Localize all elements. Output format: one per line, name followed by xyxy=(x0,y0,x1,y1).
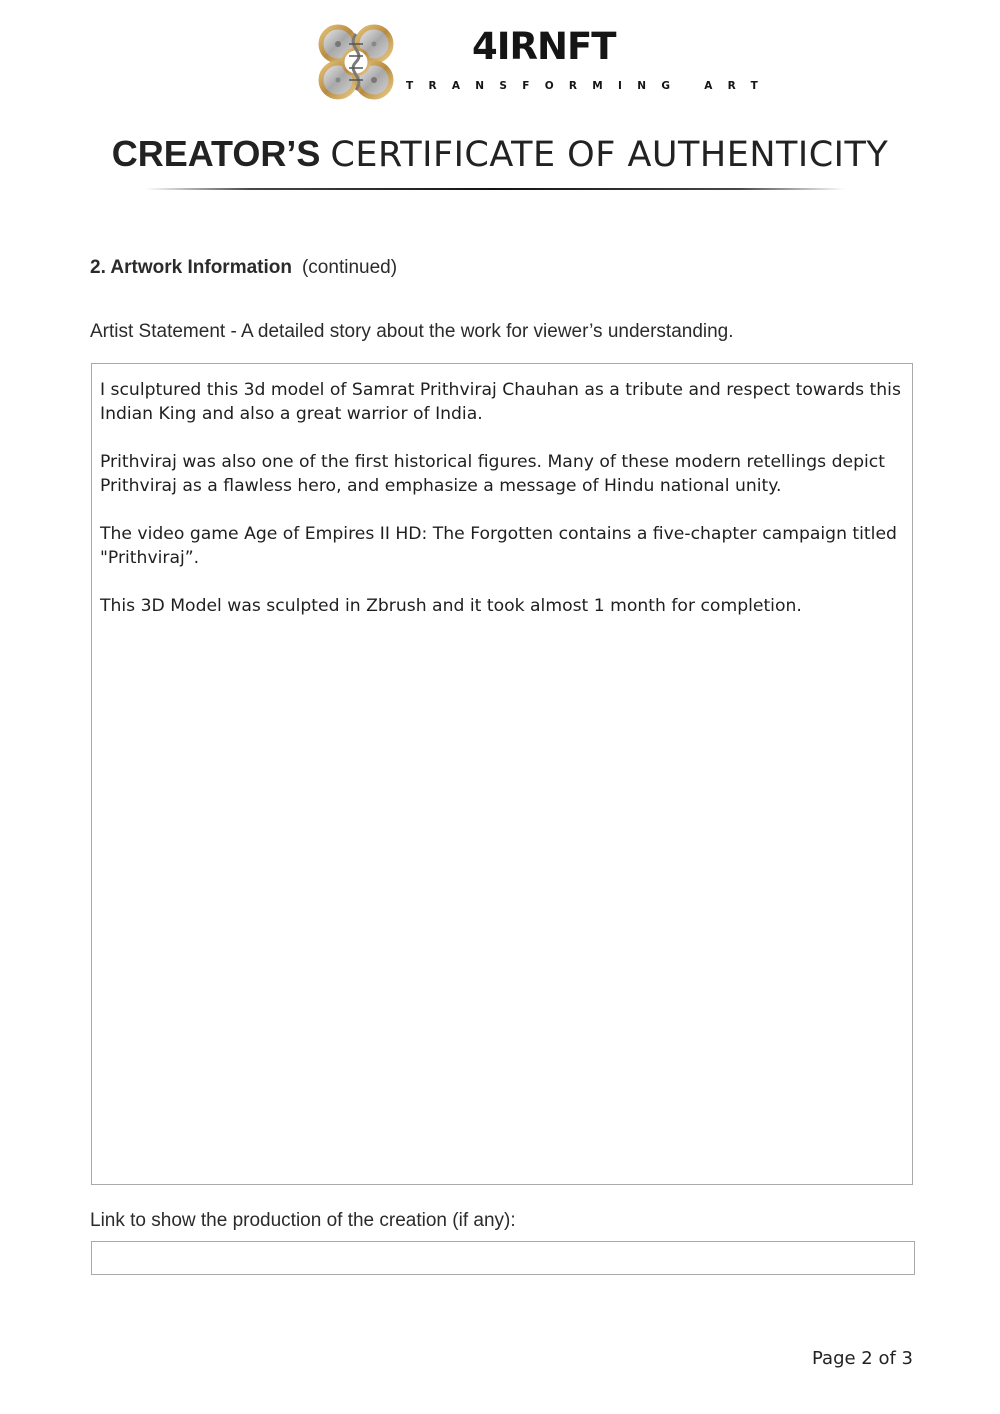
statement-paragraph: Prithviraj was also one of the first historical figures. Many of these modern retellings depict Prithviraj as a flawless hero, and emphasize a message of Hindu national unity. xyxy=(100,452,885,496)
brand-tagline: TRANSFORMING ART xyxy=(406,80,774,92)
page-indicator: Page 2 of 3 xyxy=(812,1348,913,1369)
knot-emblem-logo xyxy=(316,22,396,102)
section-heading-note: (continued) xyxy=(301,257,398,278)
title-divider xyxy=(145,188,845,190)
section-heading xyxy=(90,258,397,277)
brand-name: 4IRNFT xyxy=(472,25,616,68)
statement-paragraph: The video game Age of Empires II HD: The Forgotten contains a five-chapter campaign titled "Prithviraj”. xyxy=(100,524,897,568)
section-heading-title: 2. Artwork Information xyxy=(90,257,292,278)
artist-statement-label: Artist Statement - A detailed story about the work for viewer’s understanding. xyxy=(90,321,734,342)
certificate-title-bold: CREATOR’S xyxy=(111,133,321,174)
production-link-field[interactable] xyxy=(91,1241,915,1275)
certificate-title xyxy=(0,133,1000,175)
production-link-label: Link to show the production of the creation (if any): xyxy=(90,1210,516,1231)
certificate-title-regular: CERTIFICATE OF AUTHENTICITY xyxy=(330,135,889,175)
statement-paragraph: This 3D Model was sculpted in Zbrush and it took almost 1 month for completion. xyxy=(100,596,802,616)
artist-statement-field[interactable] xyxy=(91,363,913,1185)
statement-paragraph: I sculptured this 3d model of Samrat Prithviraj Chauhan as a tribute and respect towards this Indian King and also a great warrior of India. xyxy=(100,380,901,424)
